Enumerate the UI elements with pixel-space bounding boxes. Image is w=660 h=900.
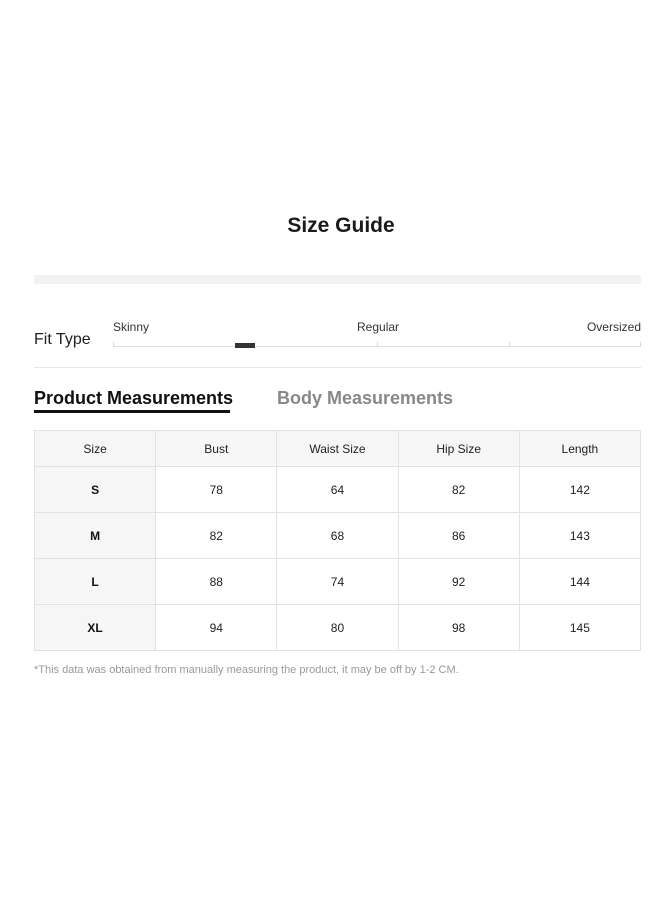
waist-cell: 80 bbox=[277, 605, 398, 651]
table-row bbox=[35, 467, 641, 513]
column-header-hip: Hip Size bbox=[398, 431, 519, 467]
size-table bbox=[34, 430, 641, 651]
bust-cell: 94 bbox=[156, 605, 277, 651]
size-cell: XL bbox=[35, 605, 156, 651]
bust-cell: 82 bbox=[156, 513, 277, 559]
fit-scale-tick bbox=[113, 342, 114, 347]
tab-body-measurements[interactable]: Body Measurements bbox=[277, 388, 454, 408]
fit-scale-tick bbox=[377, 342, 378, 347]
size-cell: M bbox=[35, 513, 156, 559]
bust-cell: 78 bbox=[156, 467, 277, 513]
page-title: Size Guide bbox=[287, 214, 395, 237]
size-cell: L bbox=[35, 559, 156, 605]
hip-cell: 92 bbox=[398, 559, 519, 605]
size-cell: S bbox=[35, 467, 156, 513]
fit-indicator bbox=[235, 343, 255, 348]
column-header-waist: Waist Size bbox=[277, 431, 398, 467]
fit-scale-oversized: Oversized bbox=[586, 320, 641, 334]
hip-cell: 98 bbox=[398, 605, 519, 651]
fit-scale-regular: Regular bbox=[357, 320, 400, 334]
hip-cell: 82 bbox=[398, 467, 519, 513]
section-band bbox=[34, 275, 641, 284]
fit-scale-tick bbox=[640, 342, 641, 347]
length-cell: 143 bbox=[519, 513, 640, 559]
fit-scale-tick bbox=[509, 342, 510, 347]
tab-product-measurements[interactable]: Product Measurements bbox=[34, 388, 234, 408]
length-cell: 145 bbox=[519, 605, 640, 651]
fit-type-label: Fit Type bbox=[34, 331, 91, 348]
measurement-footnote: *This data was obtained from manually measuring the product, it may be off by 1-2 CM. bbox=[34, 664, 459, 676]
length-cell: 144 bbox=[519, 559, 640, 605]
column-header-size: Size bbox=[35, 431, 156, 467]
length-cell: 142 bbox=[519, 467, 640, 513]
column-header-length: Length bbox=[519, 431, 640, 467]
table-row bbox=[35, 513, 641, 559]
bust-cell: 88 bbox=[156, 559, 277, 605]
waist-cell: 64 bbox=[277, 467, 398, 513]
divider bbox=[34, 367, 641, 368]
active-tab-underline bbox=[34, 410, 230, 413]
fit-scale-skinny: Skinny bbox=[113, 320, 150, 334]
column-header-bust: Bust bbox=[156, 431, 277, 467]
table-header-row bbox=[35, 431, 641, 467]
waist-cell: 68 bbox=[277, 513, 398, 559]
waist-cell: 74 bbox=[277, 559, 398, 605]
hip-cell: 86 bbox=[398, 513, 519, 559]
table-row bbox=[35, 605, 641, 651]
table-row bbox=[35, 559, 641, 605]
